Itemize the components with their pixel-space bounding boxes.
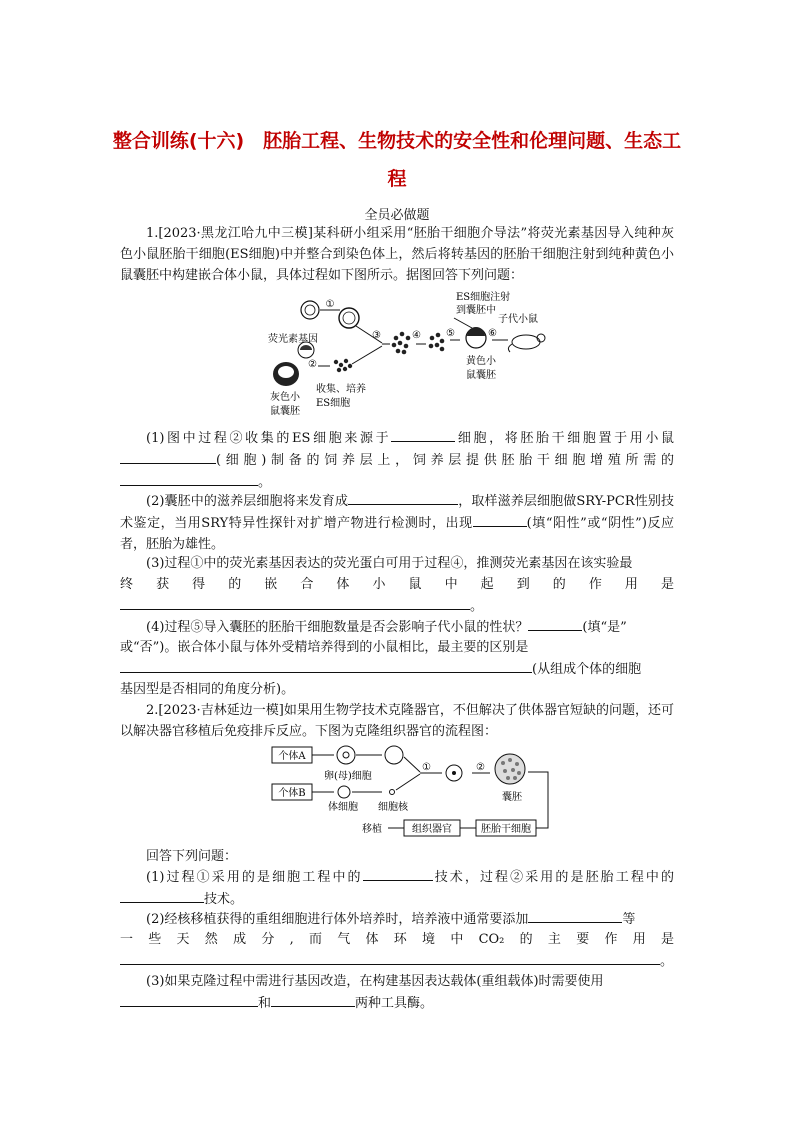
q1-part4-line3 [120,658,674,680]
spread-char: 体 [336,577,350,592]
q1-label-inject2: 到囊胚中 [456,305,496,316]
q1-part3-line3: 。 [120,595,674,617]
q2-part2-line3: 。 [120,950,674,972]
q2-p2-blank-1[interactable] [528,908,622,923]
q1-label-offspring: 子代小鼠 [498,314,538,325]
q2-enucleated-egg [385,746,403,764]
spread-char: 中 [444,577,458,592]
q1-es-cluster [334,359,352,372]
q2-part2 [120,908,674,930]
q1-es-cell [339,308,359,328]
spread-char: 中 [450,932,464,947]
spread-char: 的 [228,577,242,592]
q1-p2-blank-1[interactable] [348,490,458,505]
q2-p2-text-b: 等 [622,912,636,927]
q1-label-yellow: 黄色小 [466,356,496,367]
q2-label-egg: 卵(母)细胞 [324,771,372,782]
q1-p2-text-c: (填“阳性”或“阴性”)反应者，胚胎为雄性。 [120,516,674,552]
spread-char: 而 [308,932,322,947]
spread-char: 用 [624,577,638,592]
spread-char: 终 [120,577,134,592]
q1-step-3: ③ [372,330,381,341]
q2-label-soma: 体细胞 [328,802,358,813]
q1-part1: (1)图中过程②收集的ES细胞来源于 细胞，将胚胎干细胞置于用小鼠(细胞)制备的饲养层上，饲养层提供胚胎干细胞增殖所需的。 [120,427,674,493]
q1-p1-text-b: 细胞，将胚胎干细胞置于用小鼠 [455,431,674,446]
q1-part3-line2 [120,574,674,595]
spread-char: 的 [552,577,566,592]
q1-step-5: ⑤ [446,328,455,339]
q2-p1-text-c: 技术。 [204,892,244,907]
q2-p1-blank-1[interactable] [363,866,433,881]
q1-part2 [120,490,674,555]
q1-label-inject: ES细胞注射 [456,292,511,303]
q2-part1 [120,866,674,910]
spread-char: 要 [576,932,590,947]
spread-char: 合 [300,577,314,592]
q2-label-transplant: 移植 [362,824,382,835]
q1-part3-line1: (3)过程①中的荧光素基因表达的荧光蛋白可用于过程④，推测荧光素基因在该实验最 [146,556,633,571]
q1-p1-text-a: (1)图中过程②收集的ES细胞来源于 [146,431,392,446]
q1-figure [260,288,560,420]
q1-step-4: ④ [412,330,421,341]
q2-step-2: ② [476,762,485,773]
q2-egg-cell [337,746,355,764]
spread-char: 作 [588,577,602,592]
q1-p4-text-d: (从组成个体的细胞 [532,662,642,677]
q1-label-collect: 收集、培养 [316,384,366,395]
spread-char: 作 [604,932,618,947]
spread-char: 一 [120,932,134,947]
q1-p1-blank-1[interactable] [391,427,455,442]
spread-char: 鼠 [408,577,422,592]
q1-step-2: ② [308,359,317,370]
q2-somatic-cell [338,786,350,798]
q2-label-nucleus: 细胞核 [378,802,408,813]
spread-char: 小 [372,577,386,592]
q1-p1-blank-2[interactable] [120,449,216,464]
q1-label-gray2: 鼠囊胚 [270,406,300,417]
spread-char: 是 [660,577,674,592]
q1-p4-blank-1[interactable] [528,616,582,631]
spread-char: 用 [632,932,646,947]
section-heading: 全员必做题 [364,208,430,223]
spread-char: 成 [233,932,247,947]
spread-char: 嵌 [264,577,278,592]
spread-char: 气 [337,932,351,947]
spread-char: 是 [660,932,674,947]
spread-char: 环 [393,932,407,947]
q1-part4-line4: 基因型是否相同的角度分析)。 [120,682,295,697]
q1-intro: 1.[2023·黑龙江哈九中三模]某科研小组采用“胚胎干细胞介导法”将荧光素基因导入纯种灰色小鼠胚胎干细胞(ES细胞)中并整合到染色体上，然后将转基因的胚胎干细胞注射到纯种黄色小鼠囊胚中构建嵌合体小鼠，具体过程如下图所示。据图回答下列问题： [120,226,674,283]
q1-mouse-icon [508,334,545,352]
q2-intro: 2.[2023·吉林延边一模]如果用生物学技术克隆器官，不但解决了供体器官短缺的问题，还可以解决器官移植后免疫排斥反应。下图为克隆组织器官的流程图： [120,703,674,739]
spread-char: 分 [261,932,275,947]
q1-p2-blank-2[interactable] [473,512,527,527]
q1-p2-text-b: ，取样滋养层细胞做SRY-PCR性别技术鉴定，当用SRY特异性探针对扩增产物进行检测时，出现 [120,494,674,531]
q2-p2-text-a: (2)经核移植获得的重组细胞进行体外培养时，培养液中通常要添加 [146,912,529,927]
q1-p1-text-c: (细胞)制备的饲养层上，饲养层提供胚胎干细胞增殖所需的 [216,453,674,468]
q2-figure [270,742,560,840]
q2-p1-blank-2[interactable] [120,888,204,903]
spread-char: 获 [156,577,170,592]
q2-p1-text-a: (1)过程①采用的是细胞工程中的 [146,870,363,885]
spread-char: CO₂ [478,932,505,947]
q1-label-fluor-gene: 荧光素基因 [268,334,318,345]
q2-p3-blank-2[interactable] [271,992,355,1007]
q1-egg-cell [301,301,319,319]
q1-p4-text-a: (4)过程⑤导入囊胚的胚胎干细胞数量是否会影响子代小鼠的性状？ [146,620,529,635]
spread-char: 到 [516,577,530,592]
q2-label-ind-a: 个体A [278,751,306,762]
q2-part3-line2 [120,992,674,1014]
q1-label-gray: 灰色小 [270,392,300,403]
spread-char: 境 [422,932,436,947]
q2-part2-line2 [120,929,674,950]
spread-char: 体 [365,932,379,947]
q1-p1-blank-3[interactable] [120,471,258,486]
spread-char: 些 [148,932,162,947]
spread-char: 然 [204,932,218,947]
q1-cell-group-a [392,332,411,355]
q2-p1-text-b: 技术，过程②采用的是胚胎工程中的 [432,870,674,885]
q2-label-ind-b: 个体B [278,788,306,799]
spread-char: 的 [519,932,533,947]
q2-nucleus [390,790,395,795]
spread-char: , [289,932,294,947]
q1-p4-text-b: (填“是” [582,620,627,635]
q1-p4-blank-2[interactable] [120,658,532,673]
q2-p2-blank-2[interactable] [120,950,660,965]
q2-answer-prompt: 回答下列问题： [146,849,238,864]
spread-char: 主 [547,932,561,947]
q2-part3 [120,971,674,992]
page-title: 整合训练(十六) 胚胎工程、生物技术的安全性和伦理问题、生态工程 [112,130,682,190]
q2-p3-text-b: 和 [258,996,272,1011]
q1-part4 [120,616,674,638]
q2-p3-blank-1[interactable] [120,992,258,1007]
spread-char: 起 [480,577,494,592]
q2-step-1: ① [422,762,431,773]
spread-char: 天 [176,932,190,947]
q2-label-esc: 胚胎干细胞 [481,824,531,835]
q1-cell-group-b [429,333,445,352]
spread-char: 得 [192,577,206,592]
q1-p2-text-a: (2)囊胚中的滋养层细胞将来发育成 [146,494,349,509]
q2-p3-text-c: 两种工具酶。 [355,996,434,1011]
q1-part4-line2: 或“否”)。嵌合体小鼠与体外受精培养得到的小鼠相比，最主要的区别是 [120,640,529,655]
q2-label-blast: 囊胚 [502,792,522,803]
q1-step-1: ① [325,299,335,310]
q1-label-yellow2: 鼠囊胚 [466,370,496,381]
q2-p3-text-a: (3)如果克隆过程中需进行基因改造，在构建基因表达载体(重组载体)时需要使用 [146,974,604,989]
q1-p3-blank[interactable] [120,595,470,610]
q1-step-6: ⑥ [488,328,497,339]
q1-label-escells: ES细胞 [316,398,351,409]
q2-label-organ: 组织器官 [412,824,452,835]
